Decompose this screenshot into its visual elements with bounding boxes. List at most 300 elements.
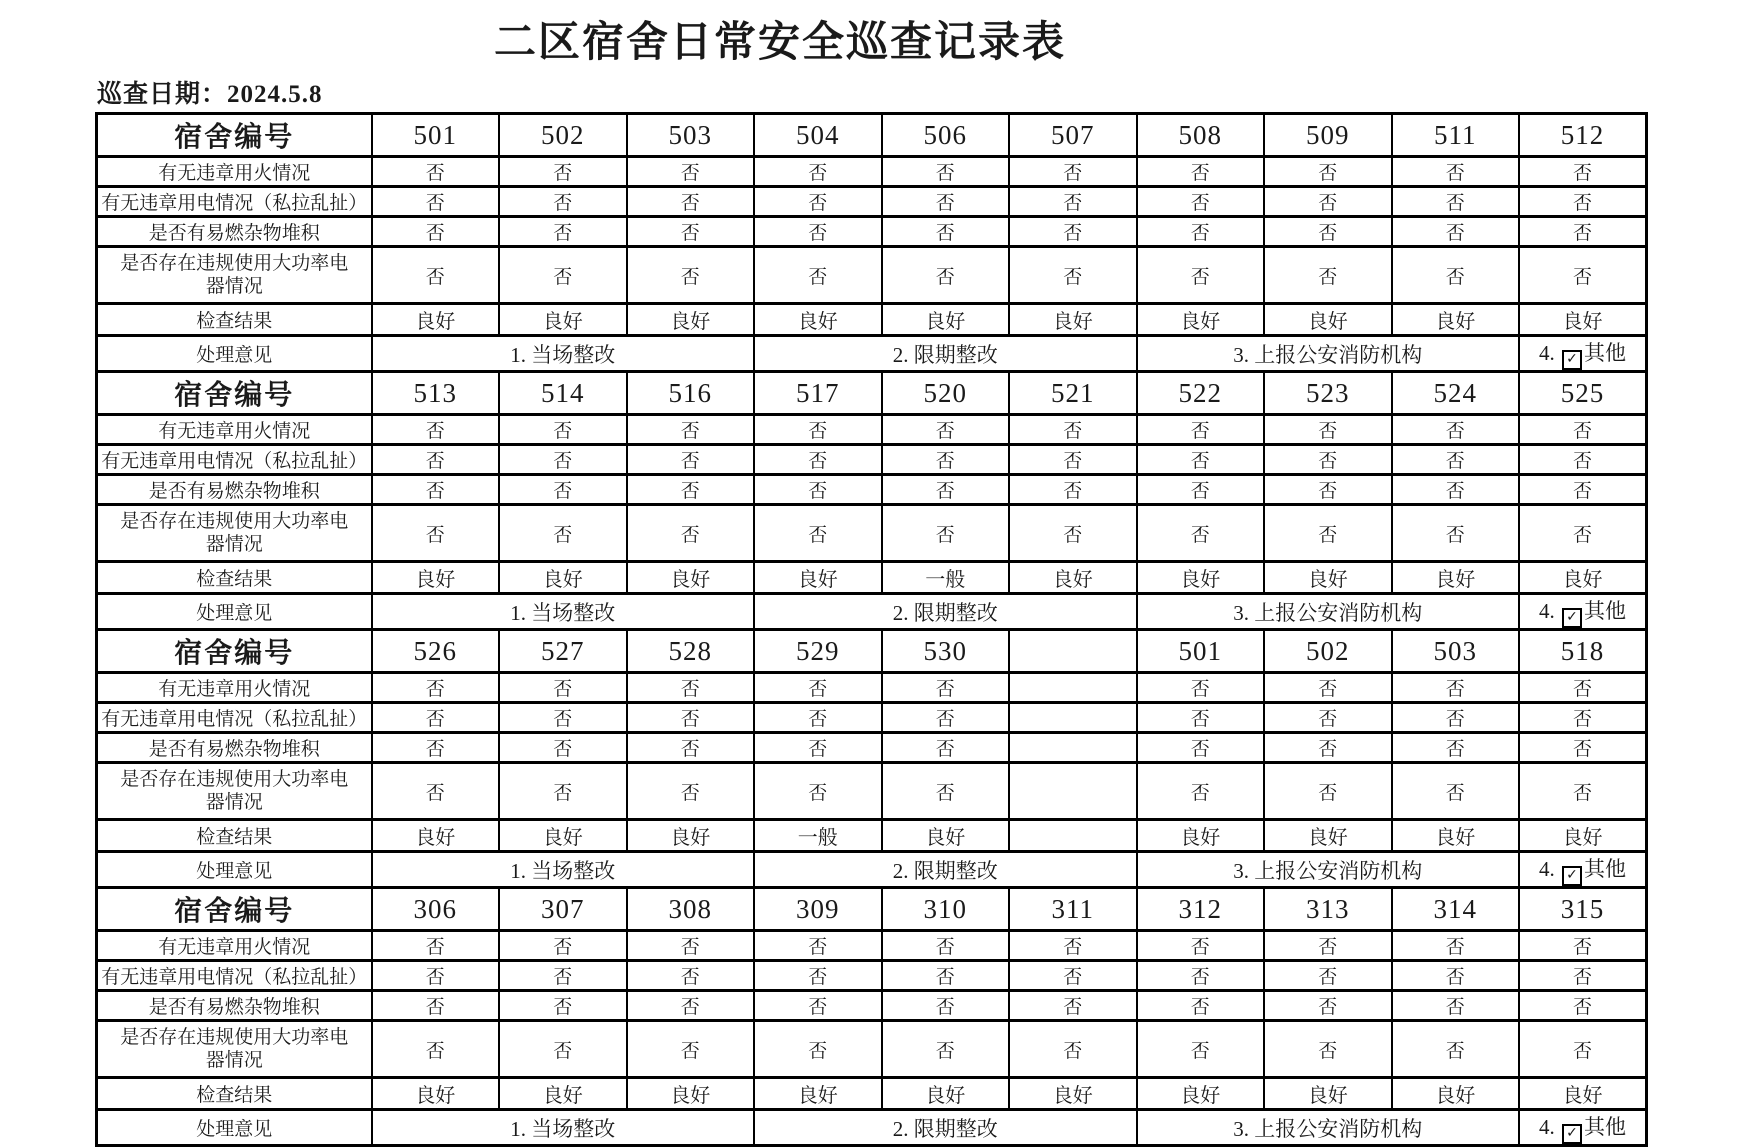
answer-cell: 否 bbox=[1009, 475, 1137, 505]
answer-cell: 否 bbox=[372, 1021, 500, 1078]
table-row bbox=[97, 372, 1647, 415]
answer-cell: 否 bbox=[372, 247, 500, 304]
answer-cell: 否 bbox=[882, 247, 1010, 304]
table-row bbox=[97, 187, 1647, 217]
answer-cell: 否 bbox=[1519, 1021, 1647, 1078]
opinion-option bbox=[372, 1110, 755, 1146]
answer-cell: 否 bbox=[1137, 217, 1265, 247]
answer-cell: 否 bbox=[627, 961, 755, 991]
answer-cell bbox=[1009, 763, 1137, 820]
answer-cell: 否 bbox=[1264, 187, 1392, 217]
opinion-option-text: 其他 bbox=[1584, 1115, 1626, 1140]
table-row bbox=[97, 820, 1647, 852]
opinion-label: 处理意见 bbox=[97, 336, 372, 372]
table-row bbox=[97, 336, 1647, 372]
room-number-cell: 528 bbox=[627, 630, 755, 673]
answer-cell: 否 bbox=[627, 505, 755, 562]
table-row bbox=[97, 1110, 1647, 1146]
room-number-label: 宿舍编号 bbox=[97, 888, 372, 931]
answer-cell: 否 bbox=[499, 157, 627, 187]
answer-cell: 否 bbox=[882, 217, 1010, 247]
answer-cell: 否 bbox=[372, 505, 500, 562]
answer-cell: 否 bbox=[882, 991, 1010, 1021]
answer-cell: 否 bbox=[1264, 475, 1392, 505]
answer-cell: 否 bbox=[499, 961, 627, 991]
room-number-cell: 517 bbox=[754, 372, 882, 415]
room-number-cell: 503 bbox=[627, 114, 755, 157]
answer-cell: 否 bbox=[627, 445, 755, 475]
answer-cell bbox=[1009, 673, 1137, 703]
answer-cell: 否 bbox=[1519, 445, 1647, 475]
answer-cell: 否 bbox=[499, 505, 627, 562]
fire-question-label: 有无违章用火情况 bbox=[97, 157, 372, 187]
room-number-cell: 501 bbox=[1137, 630, 1265, 673]
flammable-question-label: 是否有易燃杂物堆积 bbox=[97, 217, 372, 247]
result-label: 检查结果 bbox=[97, 562, 372, 594]
result-cell: 良好 bbox=[754, 304, 882, 336]
answer-cell: 否 bbox=[1392, 991, 1520, 1021]
room-number-cell bbox=[1009, 630, 1137, 673]
result-cell: 良好 bbox=[499, 1078, 627, 1110]
result-cell: 良好 bbox=[1009, 304, 1137, 336]
answer-cell: 否 bbox=[882, 1021, 1010, 1078]
room-number-cell: 523 bbox=[1264, 372, 1392, 415]
answer-cell: 否 bbox=[1009, 217, 1137, 247]
result-cell: 良好 bbox=[1137, 820, 1265, 852]
answer-cell: 否 bbox=[1137, 991, 1265, 1021]
answer-cell: 否 bbox=[1519, 991, 1647, 1021]
opinion-option-text: 2. 限期整改 bbox=[892, 1116, 998, 1141]
opinion-option-text: 3. 上报公安消防机构 bbox=[1233, 600, 1423, 625]
electricity-question-label: 有无违章用电情况（私拉乱扯） bbox=[97, 961, 372, 991]
answer-cell: 否 bbox=[627, 931, 755, 961]
answer-cell: 否 bbox=[1392, 217, 1520, 247]
opinion-option bbox=[1519, 1110, 1647, 1146]
result-cell: 良好 bbox=[499, 304, 627, 336]
result-cell: 良好 bbox=[1519, 304, 1647, 336]
opinion-option bbox=[372, 594, 755, 630]
answer-cell: 否 bbox=[882, 673, 1010, 703]
table-row bbox=[97, 763, 1647, 820]
table-row bbox=[97, 445, 1647, 475]
answer-cell: 否 bbox=[1137, 961, 1265, 991]
answer-cell: 否 bbox=[882, 157, 1010, 187]
opinion-option-text: 3. 上报公安消防机构 bbox=[1233, 342, 1423, 367]
answer-cell: 否 bbox=[1009, 1021, 1137, 1078]
result-cell: 良好 bbox=[1264, 304, 1392, 336]
result-cell: 良好 bbox=[1264, 562, 1392, 594]
answer-cell: 否 bbox=[1137, 733, 1265, 763]
opinion-option-text: 其他 bbox=[1584, 857, 1626, 882]
answer-cell: 否 bbox=[1392, 733, 1520, 763]
opinion-option bbox=[372, 852, 755, 888]
table-row bbox=[97, 888, 1647, 931]
answer-cell: 否 bbox=[754, 247, 882, 304]
result-cell: 良好 bbox=[754, 562, 882, 594]
result-cell: 良好 bbox=[372, 304, 500, 336]
answer-cell: 否 bbox=[499, 733, 627, 763]
room-number-cell: 514 bbox=[499, 372, 627, 415]
answer-cell: 否 bbox=[1137, 157, 1265, 187]
answer-cell: 否 bbox=[499, 703, 627, 733]
inspection-date: 巡查日期：2024.5.8 bbox=[97, 81, 323, 109]
inspection-table-body bbox=[97, 114, 1647, 1146]
answer-cell: 否 bbox=[1392, 673, 1520, 703]
answer-cell: 否 bbox=[372, 763, 500, 820]
answer-cell: 否 bbox=[1264, 157, 1392, 187]
answer-cell: 否 bbox=[882, 703, 1010, 733]
answer-cell: 否 bbox=[1137, 475, 1265, 505]
answer-cell: 否 bbox=[1264, 931, 1392, 961]
opinion-option-text: 4. bbox=[1539, 341, 1560, 366]
answer-cell: 否 bbox=[1137, 415, 1265, 445]
answer-cell: 否 bbox=[372, 187, 500, 217]
answer-cell: 否 bbox=[372, 415, 500, 445]
answer-cell: 否 bbox=[627, 1021, 755, 1078]
opinion-option-text: 1. 当场整改 bbox=[510, 1116, 616, 1141]
room-number-cell: 518 bbox=[1519, 630, 1647, 673]
result-cell: 一般 bbox=[754, 820, 882, 852]
answer-cell: 否 bbox=[754, 961, 882, 991]
opinion-option-text: 2. 限期整改 bbox=[892, 342, 998, 367]
answer-cell: 否 bbox=[754, 505, 882, 562]
answer-cell: 否 bbox=[627, 673, 755, 703]
answer-cell: 否 bbox=[1009, 247, 1137, 304]
answer-cell: 否 bbox=[627, 703, 755, 733]
opinion-option-text: 3. 上报公安消防机构 bbox=[1233, 858, 1423, 883]
room-number-label: 宿舍编号 bbox=[97, 114, 372, 157]
room-number-cell: 504 bbox=[754, 114, 882, 157]
result-cell: 良好 bbox=[1009, 1078, 1137, 1110]
answer-cell: 否 bbox=[1264, 673, 1392, 703]
answer-cell: 否 bbox=[754, 445, 882, 475]
answer-cell: 否 bbox=[499, 187, 627, 217]
flammable-question-label: 是否有易燃杂物堆积 bbox=[97, 991, 372, 1021]
room-number-cell: 527 bbox=[499, 630, 627, 673]
answer-cell: 否 bbox=[1137, 445, 1265, 475]
answer-cell: 否 bbox=[754, 157, 882, 187]
room-number-cell: 315 bbox=[1519, 888, 1647, 931]
answer-cell: 否 bbox=[1264, 991, 1392, 1021]
answer-cell: 否 bbox=[1137, 673, 1265, 703]
table-row bbox=[97, 505, 1647, 562]
fire-question-label: 有无违章用火情况 bbox=[97, 931, 372, 961]
high-power-question-label: 是否存在违规使用大功率电器情况 bbox=[97, 1021, 372, 1078]
answer-cell: 否 bbox=[754, 475, 882, 505]
opinion-label: 处理意见 bbox=[97, 1110, 372, 1146]
answer-cell: 否 bbox=[499, 931, 627, 961]
answer-cell: 否 bbox=[1009, 415, 1137, 445]
opinion-option bbox=[1519, 336, 1647, 372]
opinion-option-text: 1. 当场整改 bbox=[510, 600, 616, 625]
result-cell: 良好 bbox=[1392, 1078, 1520, 1110]
opinion-label: 处理意见 bbox=[97, 594, 372, 630]
answer-cell: 否 bbox=[1137, 1021, 1265, 1078]
room-number-cell: 313 bbox=[1264, 888, 1392, 931]
answer-cell: 否 bbox=[1009, 961, 1137, 991]
answer-cell: 否 bbox=[1519, 673, 1647, 703]
result-cell: 良好 bbox=[1137, 562, 1265, 594]
answer-cell: 否 bbox=[1009, 157, 1137, 187]
room-number-cell: 502 bbox=[1264, 630, 1392, 673]
fire-question-label: 有无违章用火情况 bbox=[97, 415, 372, 445]
answer-cell: 否 bbox=[1009, 931, 1137, 961]
answer-cell: 否 bbox=[1137, 247, 1265, 304]
result-cell: 良好 bbox=[1264, 820, 1392, 852]
answer-cell: 否 bbox=[372, 961, 500, 991]
opinion-option-text: 2. 限期整改 bbox=[892, 600, 998, 625]
answer-cell: 否 bbox=[499, 475, 627, 505]
answer-cell: 否 bbox=[1009, 505, 1137, 562]
room-number-cell: 524 bbox=[1392, 372, 1520, 415]
answer-cell: 否 bbox=[1264, 763, 1392, 820]
answer-cell: 否 bbox=[1392, 703, 1520, 733]
checked-checkbox-icon: ✓ bbox=[1562, 866, 1582, 886]
answer-cell: 否 bbox=[1519, 763, 1647, 820]
answer-cell: 否 bbox=[372, 733, 500, 763]
answer-cell: 否 bbox=[1137, 187, 1265, 217]
result-cell: 良好 bbox=[882, 1078, 1010, 1110]
answer-cell: 否 bbox=[754, 991, 882, 1021]
answer-cell: 否 bbox=[1264, 733, 1392, 763]
room-number-cell: 312 bbox=[1137, 888, 1265, 931]
table-row bbox=[97, 217, 1647, 247]
answer-cell: 否 bbox=[372, 217, 500, 247]
answer-cell: 否 bbox=[627, 733, 755, 763]
answer-cell: 否 bbox=[1392, 415, 1520, 445]
answer-cell: 否 bbox=[372, 673, 500, 703]
opinion-option-text: 2. 限期整改 bbox=[892, 858, 998, 883]
result-cell: 良好 bbox=[372, 562, 500, 594]
answer-cell: 否 bbox=[1009, 445, 1137, 475]
answer-cell: 否 bbox=[1392, 247, 1520, 304]
table-row bbox=[97, 703, 1647, 733]
room-number-cell: 501 bbox=[372, 114, 500, 157]
answer-cell: 否 bbox=[627, 415, 755, 445]
opinion-option-text: 4. bbox=[1539, 599, 1560, 624]
answer-cell: 否 bbox=[627, 991, 755, 1021]
room-number-cell: 502 bbox=[499, 114, 627, 157]
answer-cell: 否 bbox=[1519, 961, 1647, 991]
result-cell: 良好 bbox=[627, 1078, 755, 1110]
opinion-option-text: 3. 上报公安消防机构 bbox=[1233, 1116, 1423, 1141]
answer-cell: 否 bbox=[1137, 763, 1265, 820]
answer-cell: 否 bbox=[882, 187, 1010, 217]
answer-cell: 否 bbox=[882, 505, 1010, 562]
table-row bbox=[97, 304, 1647, 336]
answer-cell: 否 bbox=[1392, 187, 1520, 217]
electricity-question-label: 有无违章用电情况（私拉乱扯） bbox=[97, 703, 372, 733]
answer-cell: 否 bbox=[1519, 187, 1647, 217]
answer-cell: 否 bbox=[882, 733, 1010, 763]
answer-cell: 否 bbox=[754, 187, 882, 217]
answer-cell: 否 bbox=[1264, 247, 1392, 304]
table-row bbox=[97, 594, 1647, 630]
answer-cell: 否 bbox=[499, 673, 627, 703]
answer-cell: 否 bbox=[1519, 247, 1647, 304]
answer-cell: 否 bbox=[499, 991, 627, 1021]
result-cell: 良好 bbox=[499, 562, 627, 594]
answer-cell: 否 bbox=[754, 931, 882, 961]
room-number-cell: 526 bbox=[372, 630, 500, 673]
result-cell: 良好 bbox=[1392, 304, 1520, 336]
table-row bbox=[97, 114, 1647, 157]
answer-cell: 否 bbox=[372, 475, 500, 505]
answer-cell: 否 bbox=[1392, 763, 1520, 820]
high-power-question-label: 是否存在违规使用大功率电器情况 bbox=[97, 763, 372, 820]
answer-cell: 否 bbox=[1392, 931, 1520, 961]
answer-cell: 否 bbox=[1137, 505, 1265, 562]
electricity-question-label: 有无违章用电情况（私拉乱扯） bbox=[97, 445, 372, 475]
room-number-cell: 307 bbox=[499, 888, 627, 931]
answer-cell: 否 bbox=[1137, 931, 1265, 961]
answer-cell: 否 bbox=[1392, 505, 1520, 562]
answer-cell: 否 bbox=[754, 1021, 882, 1078]
answer-cell: 否 bbox=[882, 445, 1010, 475]
answer-cell: 否 bbox=[1392, 445, 1520, 475]
answer-cell: 否 bbox=[499, 1021, 627, 1078]
answer-cell: 否 bbox=[1264, 505, 1392, 562]
room-number-cell: 521 bbox=[1009, 372, 1137, 415]
opinion-option bbox=[754, 336, 1137, 372]
result-cell: 良好 bbox=[882, 820, 1010, 852]
answer-cell bbox=[1009, 733, 1137, 763]
result-label: 检查结果 bbox=[97, 820, 372, 852]
high-power-question-label: 是否存在违规使用大功率电器情况 bbox=[97, 505, 372, 562]
room-number-cell: 512 bbox=[1519, 114, 1647, 157]
answer-cell: 否 bbox=[1392, 1021, 1520, 1078]
checked-checkbox-icon: ✓ bbox=[1562, 608, 1582, 628]
table-row bbox=[97, 1078, 1647, 1110]
opinion-option bbox=[372, 336, 755, 372]
answer-cell: 否 bbox=[499, 247, 627, 304]
answer-cell: 否 bbox=[1264, 961, 1392, 991]
answer-cell: 否 bbox=[1264, 703, 1392, 733]
result-cell: 良好 bbox=[372, 820, 500, 852]
answer-cell: 否 bbox=[1264, 445, 1392, 475]
result-cell: 良好 bbox=[1519, 820, 1647, 852]
answer-cell: 否 bbox=[499, 763, 627, 820]
result-cell: 良好 bbox=[1392, 562, 1520, 594]
room-number-cell: 306 bbox=[372, 888, 500, 931]
answer-cell: 否 bbox=[1519, 703, 1647, 733]
room-number-cell: 311 bbox=[1009, 888, 1137, 931]
room-number-cell: 508 bbox=[1137, 114, 1265, 157]
answer-cell bbox=[1009, 703, 1137, 733]
answer-cell: 否 bbox=[1009, 991, 1137, 1021]
opinion-option bbox=[754, 852, 1137, 888]
table-row bbox=[97, 157, 1647, 187]
table-row bbox=[97, 630, 1647, 673]
flammable-question-label: 是否有易燃杂物堆积 bbox=[97, 475, 372, 505]
checked-checkbox-icon: ✓ bbox=[1562, 1124, 1582, 1144]
opinion-option-text: 其他 bbox=[1584, 341, 1626, 366]
result-cell: 良好 bbox=[627, 820, 755, 852]
table-row bbox=[97, 991, 1647, 1021]
fire-question-label: 有无违章用火情况 bbox=[97, 673, 372, 703]
room-number-cell: 506 bbox=[882, 114, 1010, 157]
answer-cell: 否 bbox=[627, 247, 755, 304]
answer-cell: 否 bbox=[1264, 415, 1392, 445]
room-number-cell: 529 bbox=[754, 630, 882, 673]
answer-cell: 否 bbox=[754, 763, 882, 820]
checked-checkbox-icon: ✓ bbox=[1562, 350, 1582, 370]
answer-cell: 否 bbox=[499, 445, 627, 475]
inspection-record-table bbox=[95, 112, 1648, 1147]
table-row bbox=[97, 562, 1647, 594]
answer-cell: 否 bbox=[627, 157, 755, 187]
result-cell: 良好 bbox=[754, 1078, 882, 1110]
answer-cell: 否 bbox=[627, 763, 755, 820]
opinion-option-text: 1. 当场整改 bbox=[510, 342, 616, 367]
opinion-option bbox=[1519, 852, 1647, 888]
result-cell: 良好 bbox=[1009, 562, 1137, 594]
opinion-option-text: 1. 当场整改 bbox=[510, 858, 616, 883]
page-title: 二区宿舍日常安全巡查记录表 bbox=[493, 20, 1066, 66]
answer-cell: 否 bbox=[1264, 1021, 1392, 1078]
room-number-cell: 525 bbox=[1519, 372, 1647, 415]
opinion-option-text: 其他 bbox=[1584, 599, 1626, 624]
flammable-question-label: 是否有易燃杂物堆积 bbox=[97, 733, 372, 763]
opinion-label: 处理意见 bbox=[97, 852, 372, 888]
result-cell: 良好 bbox=[1137, 1078, 1265, 1110]
room-number-cell: 530 bbox=[882, 630, 1010, 673]
room-number-label: 宿舍编号 bbox=[97, 630, 372, 673]
room-number-label: 宿舍编号 bbox=[97, 372, 372, 415]
answer-cell: 否 bbox=[1519, 733, 1647, 763]
result-cell: 良好 bbox=[627, 562, 755, 594]
answer-cell: 否 bbox=[1264, 217, 1392, 247]
answer-cell: 否 bbox=[882, 415, 1010, 445]
answer-cell: 否 bbox=[754, 217, 882, 247]
answer-cell: 否 bbox=[1519, 157, 1647, 187]
opinion-option bbox=[754, 1110, 1137, 1146]
room-number-cell: 308 bbox=[627, 888, 755, 931]
answer-cell: 否 bbox=[372, 991, 500, 1021]
table-row bbox=[97, 475, 1647, 505]
answer-cell: 否 bbox=[1519, 505, 1647, 562]
room-number-cell: 520 bbox=[882, 372, 1010, 415]
result-cell: 良好 bbox=[1519, 562, 1647, 594]
result-cell: 良好 bbox=[882, 304, 1010, 336]
room-number-cell: 314 bbox=[1392, 888, 1520, 931]
room-number-cell: 516 bbox=[627, 372, 755, 415]
room-number-cell: 509 bbox=[1264, 114, 1392, 157]
answer-cell: 否 bbox=[754, 733, 882, 763]
table-row bbox=[97, 247, 1647, 304]
room-number-cell: 310 bbox=[882, 888, 1010, 931]
answer-cell: 否 bbox=[882, 475, 1010, 505]
answer-cell: 否 bbox=[882, 763, 1010, 820]
answer-cell: 否 bbox=[1519, 931, 1647, 961]
opinion-option bbox=[1137, 852, 1520, 888]
result-cell: 良好 bbox=[1264, 1078, 1392, 1110]
opinion-option bbox=[1137, 336, 1520, 372]
answer-cell: 否 bbox=[627, 217, 755, 247]
answer-cell: 否 bbox=[754, 703, 882, 733]
room-number-cell: 522 bbox=[1137, 372, 1265, 415]
answer-cell: 否 bbox=[499, 415, 627, 445]
table-row bbox=[97, 852, 1647, 888]
answer-cell: 否 bbox=[627, 475, 755, 505]
result-label: 检查结果 bbox=[97, 304, 372, 336]
opinion-option bbox=[1519, 594, 1647, 630]
result-cell: 良好 bbox=[1392, 820, 1520, 852]
table-row bbox=[97, 1021, 1647, 1078]
room-number-cell: 507 bbox=[1009, 114, 1137, 157]
answer-cell: 否 bbox=[1137, 703, 1265, 733]
result-cell: 良好 bbox=[1519, 1078, 1647, 1110]
